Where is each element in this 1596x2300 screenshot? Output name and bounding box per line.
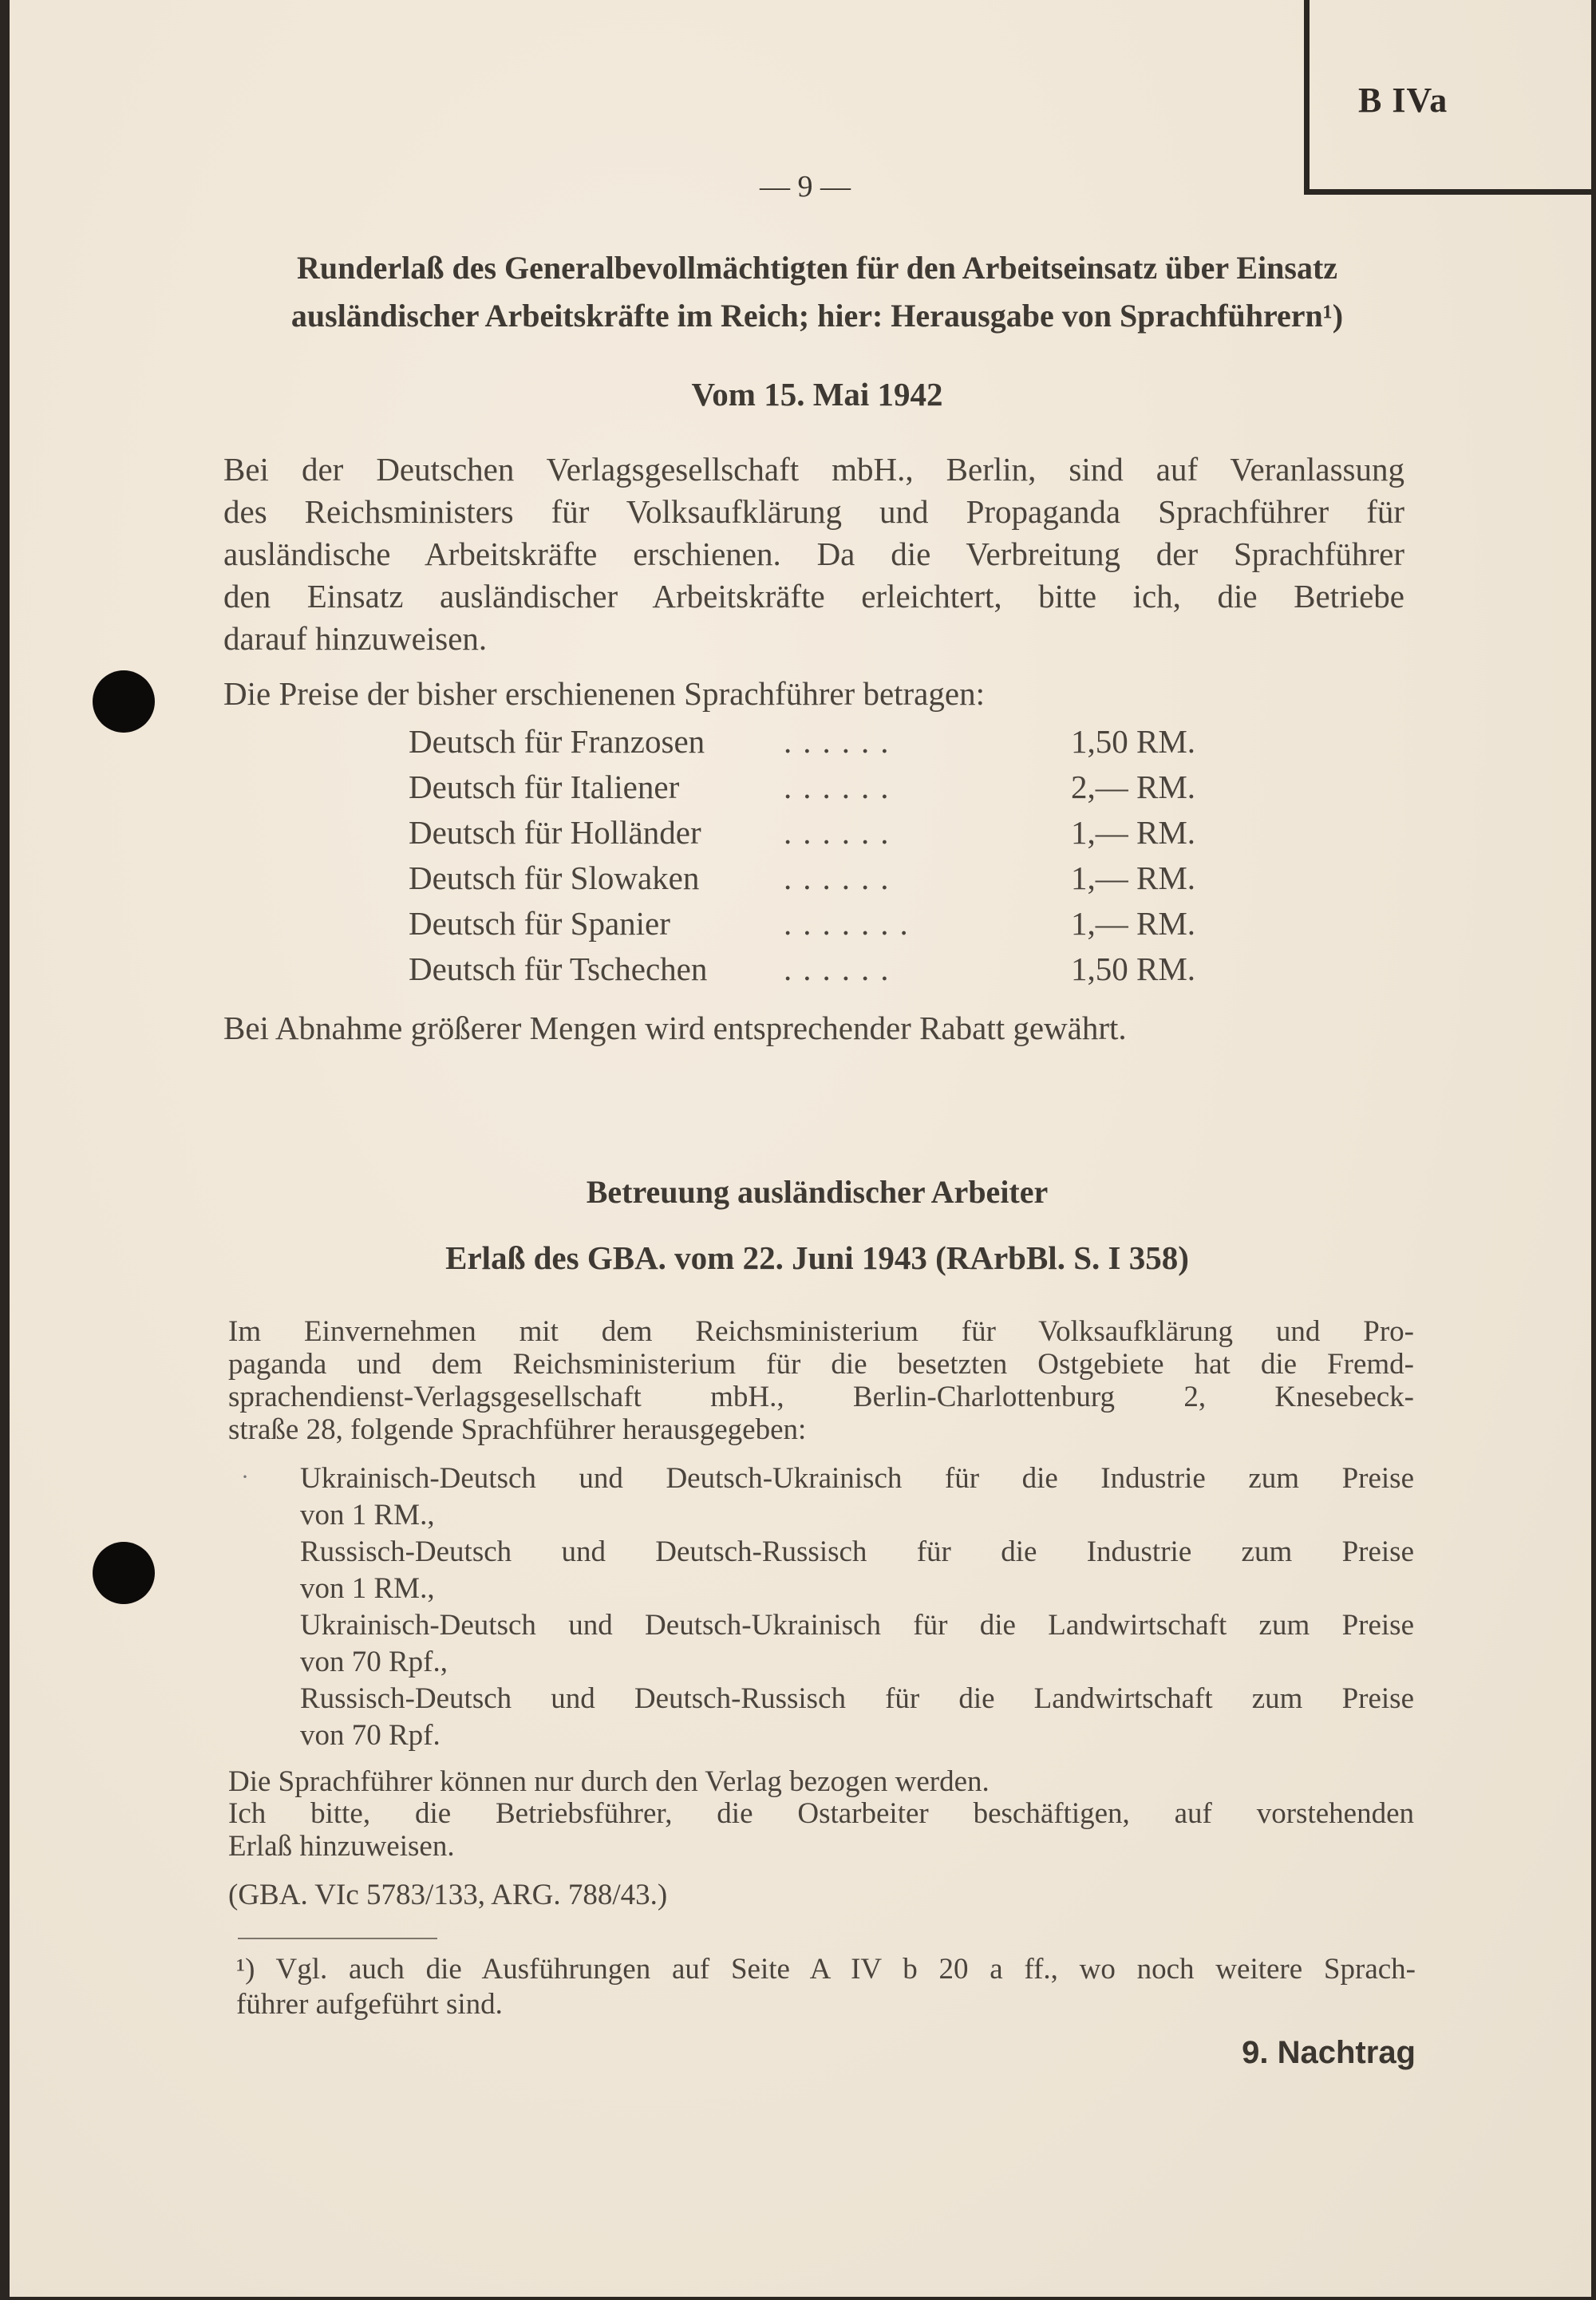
list-item [300,1534,1414,1607]
price-value: 2,— RM. [1071,769,1196,805]
price-leader-dots: ....... [784,905,919,942]
prices-intro: Die Preise der bisher erschienenen Sprachführer betragen: [223,675,985,712]
list-item-line: Ukrainisch-Deutsch und Deutsch-Ukrainisch für die Landwirtschaft zum Preise [300,1609,1414,1642]
price-leader-dots: ...... [784,769,900,805]
punch-hole [93,1542,155,1604]
list-item [300,1460,1414,1534]
price-language: Deutsch für Spanier [409,905,670,942]
reference-number: (GBA. VIc 5783/133, ARG. 788/43.) [228,1879,668,1911]
footnote-divider [238,1938,437,1939]
price-table [409,722,1254,995]
price-leader-dots: ...... [784,723,900,760]
price-row [409,904,1254,950]
price-language: Deutsch für Tschechen [409,950,708,987]
price-row [409,950,1254,995]
paragraph-line: den Einsatz ausländischer Arbeitskräfte erleichtert, bitte ich, die Betriebe [223,578,1404,615]
list-item-line: von 1 RM., [300,1499,435,1531]
section1-date: Vom 15. Mai 1942 [691,376,943,413]
price-language: Deutsch für Holländer [409,814,701,851]
paragraph-line: straße 28, folgende Sprachführer herausgegeben: [228,1413,807,1446]
price-language: Deutsch für Franzosen [409,723,705,760]
document-page [10,0,1591,2297]
paragraph-line: paganda und dem Reichsministerium für die besetzten Ostgebiete hat die Fremd- [228,1348,1414,1381]
paragraph-line: ausländische Arbeitskräfte erschienen. Da die Verbreitung der Sprachführer [223,535,1404,572]
footnote-line: führer aufgeführt sind. [236,1988,503,2021]
price-row [409,722,1254,768]
list-item-line: Ukrainisch-Deutsch und Deutsch-Ukrainisch für die Industrie zum Preise [300,1462,1414,1495]
footnote [236,1952,1416,2022]
price-leader-dots: ...... [784,814,900,851]
footnote-line: ¹) Vgl. auch die Ausführungen auf Seite A IV b 20 a ff., wo noch weitere Sprach- [236,1953,1416,1986]
price-value: 1,50 RM. [1071,950,1196,987]
section-code: B IVa [1358,81,1448,120]
discount-note: Bei Abnahme größerer Mengen wird entsprechender Rabatt gewährt. [223,1010,1127,1046]
supplement-label: 9. Nachtrag [1242,2035,1416,2070]
list-item-line: von 1 RM., [300,1572,435,1605]
price-language: Deutsch für Italiener [409,769,680,805]
list-item [300,1607,1414,1681]
price-language: Deutsch für Slowaken [409,860,700,896]
list-mark: · [241,1464,249,1490]
price-value: 1,— RM. [1071,905,1196,942]
price-leader-dots: ...... [784,950,900,987]
list-item-line: Russisch-Deutsch und Deutsch-Russisch für die Industrie zum Preise [300,1535,1414,1568]
price-leader-dots: ...... [784,860,900,896]
list-item [300,1681,1414,1754]
paragraph-line: Bei der Deutschen Verlagsgesellschaft mbH., Berlin, sind auf Veranlassung [223,451,1404,488]
paragraph-line: darauf hinzuweisen. [223,620,488,657]
section1-paragraph [223,449,1404,660]
price-row [409,813,1254,859]
list-item-line: von 70 Rpf., [300,1646,448,1678]
paragraph-line: Im Einvernehmen mit dem Reichsministerium für Volksaufklärung und Pro- [228,1315,1414,1348]
price-value: 1,— RM. [1071,860,1196,896]
closing-request [228,1797,1414,1863]
price-value: 1,— RM. [1071,814,1196,851]
price-value: 1,50 RM. [1071,723,1196,760]
section2-intro [228,1315,1414,1446]
page-number: — 9 — [760,170,851,204]
paragraph-line: Ich bitte, die Betriebsführer, die Ostarbeiter beschäftigen, auf vorstehenden [228,1797,1414,1830]
paragraph-line: Erlaß hinzuweisen. [228,1830,455,1863]
section2-subtitle: Erlaß des GBA. vom 22. Juni 1943 (RArbBl. S. I 358) [445,1239,1189,1276]
list-item-line: Russisch-Deutsch und Deutsch-Russisch für die Landwirtschaft zum Preise [300,1682,1414,1715]
price-row [409,859,1254,904]
closing-line: Die Sprachführer können nur durch den Verlag bezogen werden. [228,1765,990,1798]
list-item-line: von 70 Rpf. [300,1719,440,1752]
section1-title-line-1: Runderlaß des Generalbevollmächtigten für den Arbeitseinsatz über Einsatz [296,250,1338,286]
paragraph-line: sprachendienst-Verlagsgesellschaft mbH., Berlin-Charlottenburg 2, Knesebeck- [228,1381,1414,1413]
punch-hole [93,670,155,733]
section2-title: Betreuung ausländischer Arbeiter [586,1174,1049,1210]
paragraph-line: des Reichsministers für Volksaufklärung und Propaganda Sprachführer für [223,493,1404,530]
price-row [409,768,1254,813]
section1-title-line-2: ausländischer Arbeitskräfte im Reich; hier: Herausgabe von Sprachführern¹) [290,298,1344,334]
